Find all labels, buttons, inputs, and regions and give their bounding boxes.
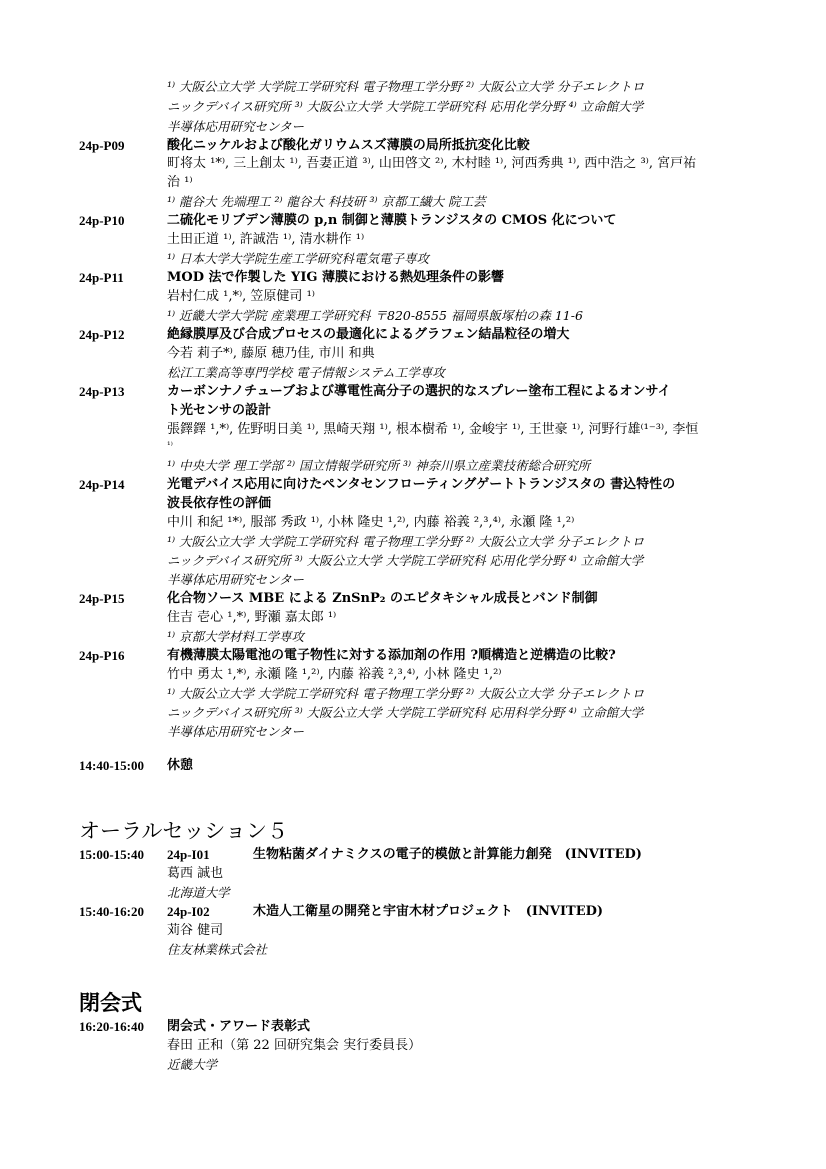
poster-title: 波長依存性の評価 <box>167 496 272 511</box>
oral-session-heading: オーラルセッション５ <box>79 819 288 843</box>
affiliation-line: ニックデバイス研究所 ³⁾ 大阪公立大学 大学院工学研究科 応用化学分野 ⁴⁾ 立命館大学 <box>167 99 644 114</box>
talk-speaker: 苅谷 健司 <box>167 923 224 938</box>
closing-heading: 閉会式 <box>79 990 142 1015</box>
affiliation-line: ¹⁾ 大阪公立大学 大学院工学研究科 電子物理工学分野 ²⁾ 大阪公立大学 分子エレクトロ <box>167 79 645 94</box>
poster-authors: 竹中 勇太 ¹,*⁾, 永瀬 隆 ¹,²⁾, 内藤 裕義 ²,³,⁴⁾, 小林 隆史 ¹,²⁾ <box>167 667 502 682</box>
poster-authors: ¹⁾ <box>167 441 173 451</box>
poster-title: カーボンナノチューブおよび導電性高分子の選択的なスプレー塗布工程によるオンサイ <box>167 384 671 399</box>
poster-affiliation: ニックデバイス研究所 ³⁾ 大阪公立大学 大学院工学研究科 応用化学分野 ⁴⁾ 立命館大学 <box>167 553 644 568</box>
poster-title: 二硫化モリブデン薄膜の p,n 制御と薄膜トランジスタの CMOS 化について <box>167 213 617 228</box>
poster-affiliation: ¹⁾ 中央大学 理工学部 ²⁾ 国立情報学研究所 ³⁾ 神奈川県立産業技術総合研究所 <box>167 458 591 473</box>
poster-code: 24p-P11 <box>79 270 124 285</box>
poster-affiliation: ¹⁾ 大阪公立大学 大学院工学研究科 電子物理工学分野 ²⁾ 大阪公立大学 分子エレクトロ <box>167 534 645 549</box>
poster-affiliation: 半導体応用研究センター <box>167 724 305 739</box>
poster-title: 絶縁膜厚及び合成プロセスの最適化によるグラフェン結晶粒径の増大 <box>167 327 570 342</box>
poster-code: 24p-P16 <box>79 648 125 663</box>
poster-code: 24p-P13 <box>79 384 125 399</box>
poster-affiliation: ニックデバイス研究所 ³⁾ 大阪公立大学 大学院工学研究科 応用科学分野 ⁴⁾ 立命館大学 <box>167 705 644 720</box>
poster-authors: 今若 莉子*⁾, 藤原 穂乃佳, 市川 和典 <box>167 346 375 361</box>
poster-affiliation: ¹⁾ 日本大学大学院生産工学研究科電気電子専攻 <box>167 251 430 266</box>
poster-title: 化合物ソース MBE による ZnSnP₂ のエピタキシャル成長とバンド制御 <box>167 591 598 606</box>
poster-code: 24p-P09 <box>79 138 125 153</box>
talk-code: 24p-I02 <box>167 904 210 919</box>
poster-authors: 土田正道 ¹⁾, 許誠浩 ¹⁾, 清水耕作 ¹⁾ <box>167 232 365 247</box>
closing-affiliation: 近畿大学 <box>167 1057 218 1072</box>
poster-authors: 岩村仁成 ¹,*⁾, 笠原健司 ¹⁾ <box>167 289 315 304</box>
talk-affiliation: 北海道大学 <box>167 885 230 900</box>
poster-title: 有機薄膜太陽電池の電子物性に対する添加剤の作用 ?順構造と逆構造の比較? <box>167 648 616 663</box>
poster-authors: 住吉 壱心 ¹,*⁾, 野瀬 嘉太郎 ¹⁾ <box>167 610 337 625</box>
poster-affiliation: 半導体応用研究センター <box>167 572 305 587</box>
poster-affiliation: ¹⁾ 大阪公立大学 大学院工学研究科 電子物理工学分野 ²⁾ 大阪公立大学 分子エレクトロ <box>167 686 645 701</box>
talk-time: 15:40-16:20 <box>79 904 144 919</box>
talk-title: 木造人工衛星の開発と宇宙木材プロジェクト (INVITED) <box>253 904 604 919</box>
break-label: 休憩 <box>167 758 194 773</box>
poster-affiliation: 松江工業高等専門学校 電子情報システム工学専攻 <box>167 365 445 380</box>
poster-affiliation: ¹⁾ 龍谷大 先端理工 ²⁾ 龍谷大 科技研 ³⁾ 京都工繊大 院工芸 <box>167 194 486 209</box>
poster-code: 24p-P14 <box>79 477 125 492</box>
closing-speaker: 春田 正和（第 22 回研究集会 実行委員長） <box>167 1038 422 1053</box>
poster-authors: 中川 和紀 ¹*⁾, 服部 秀政 ¹⁾, 小林 隆史 ¹,²⁾, 内藤 裕義 ²,³,⁴⁾, 永瀬 隆 ¹,²⁾ <box>167 515 575 530</box>
poster-authors: 張鐸鐸 ¹,*⁾, 佐野明日美 ¹⁾, 黒崎天翔 ¹⁾, 根本樹希 ¹⁾, 金峻宇 ¹⁾, 王世豪 ¹⁾, 河野行雄⁽¹⁻³⁾, 李恒 <box>167 422 699 437</box>
poster-title: 酸化ニッケルおよび酸化ガリウムスズ薄膜の局所抵抗変化比較 <box>167 138 530 153</box>
poster-code: 24p-P15 <box>79 591 125 606</box>
talk-speaker: 葛西 誠也 <box>167 866 224 881</box>
closing-title: 閉会式・アワード表彰式 <box>167 1019 311 1034</box>
talk-title: 生物粘菌ダイナミクスの電子的模倣と計算能力創発 (INVITED) <box>253 847 642 862</box>
poster-code: 24p-P12 <box>79 327 125 342</box>
closing-time: 16:20-16:40 <box>79 1019 144 1034</box>
poster-authors: 町将太 ¹*⁾, 三上創太 ¹⁾, 吾妻正道 ³⁾, 山田啓文 ²⁾, 木村睦 ¹⁾, 河西秀典 ¹⁾, 西中浩之 ³⁾, 宮戸祐 <box>167 156 697 171</box>
poster-code: 24p-P10 <box>79 213 125 228</box>
poster-affiliation: ¹⁾ 近畿大学大学院 産業理工学研究科 〒820-8555 福岡県飯塚柏の森 11-6 <box>167 308 583 323</box>
poster-affiliation: ¹⁾ 京都大学材料工学専攻 <box>167 629 305 644</box>
talk-code: 24p-I01 <box>167 847 210 862</box>
talk-affiliation: 住友林業株式会社 <box>167 942 268 957</box>
talk-time: 15:00-15:40 <box>79 847 144 862</box>
break-time: 14:40-15:00 <box>79 758 144 773</box>
poster-title: MOD 法で作製した YIG 薄膜における熱処理条件の影響 <box>167 270 505 285</box>
affiliation-line: 半導体応用研究センター <box>167 119 305 134</box>
poster-title: ト光センサの設計 <box>167 403 272 418</box>
poster-title: 光電デバイス応用に向けたペンタセンフローティングゲートトランジスタの 書込特性の <box>167 477 676 492</box>
poster-authors: 治 ¹⁾ <box>167 175 193 190</box>
